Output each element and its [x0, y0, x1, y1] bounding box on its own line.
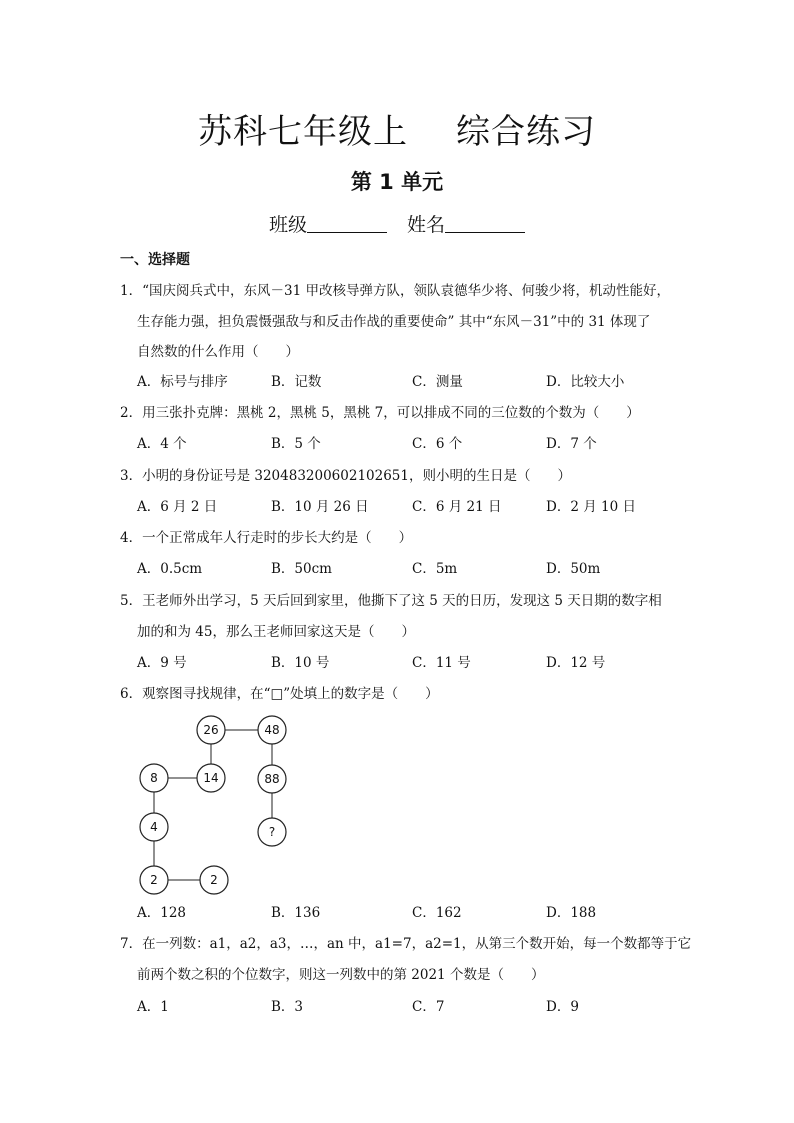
node-label: 48	[264, 723, 280, 737]
q3-option-c[interactable]: C．6 月 21 日	[412, 499, 502, 515]
q4-option-a[interactable]: A．0.5cm	[137, 561, 203, 577]
q3-line-1: 3．小明的身份证号是 320483200602102651，则小明的生日是（ ）	[120, 468, 571, 484]
q2-line-1: 2．用三张扑克牌：黑桃 2，黑桃 5，黑桃 7，可以排成不同的三位数的个数为（ ）	[120, 405, 640, 421]
page-title	[0, 104, 794, 153]
q4-line-1: 4．一个正常成年人行走时的步长大约是（ ）	[120, 530, 413, 546]
q5-option-b[interactable]: B．10 号	[271, 655, 330, 671]
title-right: 综合练习	[456, 112, 596, 152]
node-label: 26	[203, 723, 219, 737]
class-label: 班级	[268, 214, 307, 236]
node-label: 88	[264, 772, 280, 786]
q2-option-a[interactable]: A．4 个	[137, 436, 187, 452]
q7-line-2: 前两个数之积的个位数字，则这一列数中的第 2021 个数是（ ）	[137, 967, 545, 983]
q3-option-d[interactable]: D．2 月 10 日	[546, 499, 636, 515]
q6-option-a[interactable]: A．128	[137, 905, 187, 921]
q4-option-d[interactable]: D．50m	[546, 561, 601, 577]
q4-option-c[interactable]: C．5m	[412, 561, 458, 577]
q5-option-d[interactable]: D．12 号	[546, 655, 606, 671]
q2-option-c[interactable]: C．6 个	[412, 436, 463, 452]
q7-option-a[interactable]: A．1	[137, 999, 169, 1015]
q1-option-b[interactable]: B．记数	[271, 374, 322, 390]
q6-option-c[interactable]: C．162	[412, 905, 462, 921]
unit-subtitle: 第 1 单元	[350, 170, 444, 194]
pattern-figure	[130, 710, 310, 900]
node-label: 2	[210, 873, 218, 887]
q5-option-a[interactable]: A．9 号	[137, 655, 187, 671]
q1-line-2: 生存能力强，担负震慑强敌与和反击作战的重要使命” 其中“东风－31”中的 31 体现了	[137, 314, 651, 330]
q2-option-b[interactable]: B．5 个	[271, 436, 321, 452]
q5-line-1: 5．王老师外出学习，5 天后回到家里，他撕下了这 5 天的日历，发现这 5 天日期的数字相	[120, 593, 662, 609]
q7-option-c[interactable]: C．7	[412, 999, 445, 1015]
q6-option-d[interactable]: D．188	[546, 905, 597, 921]
q4-option-b[interactable]: B．50cm	[271, 561, 332, 577]
section-heading: 一、选择题	[120, 252, 190, 268]
q7-option-b[interactable]: B．3	[271, 999, 304, 1015]
q1-line-1: 1．“国庆阅兵式中，东风－31 甲改核导弹方队，领队袁德华少将、何骏少将，机动性能好，	[120, 283, 670, 299]
q3-option-a[interactable]: A．6 月 2 日	[137, 499, 218, 515]
node-label: 2	[150, 873, 158, 887]
node-label: 4	[150, 820, 158, 834]
node-label: 8	[150, 771, 158, 785]
q1-option-c[interactable]: C．测量	[412, 374, 463, 390]
q7-option-d[interactable]: D．9	[546, 999, 579, 1015]
q5-option-c[interactable]: C．11 号	[412, 655, 471, 671]
node-label: ?	[268, 825, 276, 839]
q1-option-a[interactable]: A．标号与排序	[137, 374, 228, 390]
q5-line-2: 加的和为 45，那么王老师回家这天是（ ）	[137, 624, 415, 640]
name-blank[interactable]	[445, 214, 525, 233]
q2-option-d[interactable]: D．7 个	[546, 436, 597, 452]
figure-connectors	[154, 730, 272, 880]
node-label: 14	[203, 771, 219, 785]
class-name-line	[0, 210, 794, 237]
q6-line-1: 6．观察图寻找规律，在“□”处填上的数字是（ ）	[120, 686, 439, 702]
name-label: 姓名	[407, 214, 446, 236]
class-blank[interactable]	[307, 214, 387, 233]
title-left: 苏科七年级上	[198, 112, 408, 152]
q1-line-3: 自然数的什么作用（ ）	[137, 344, 299, 360]
q1-option-d[interactable]: D．比较大小	[546, 374, 625, 390]
q3-option-b[interactable]: B．10 月 26 日	[271, 499, 369, 515]
q6-option-b[interactable]: B．136	[271, 905, 321, 921]
q7-line-1: 7．在一列数：a1，a2，a3，…，an 中，a1=7，a2=1，从第三个数开始，每一个数都等于它	[120, 936, 692, 952]
